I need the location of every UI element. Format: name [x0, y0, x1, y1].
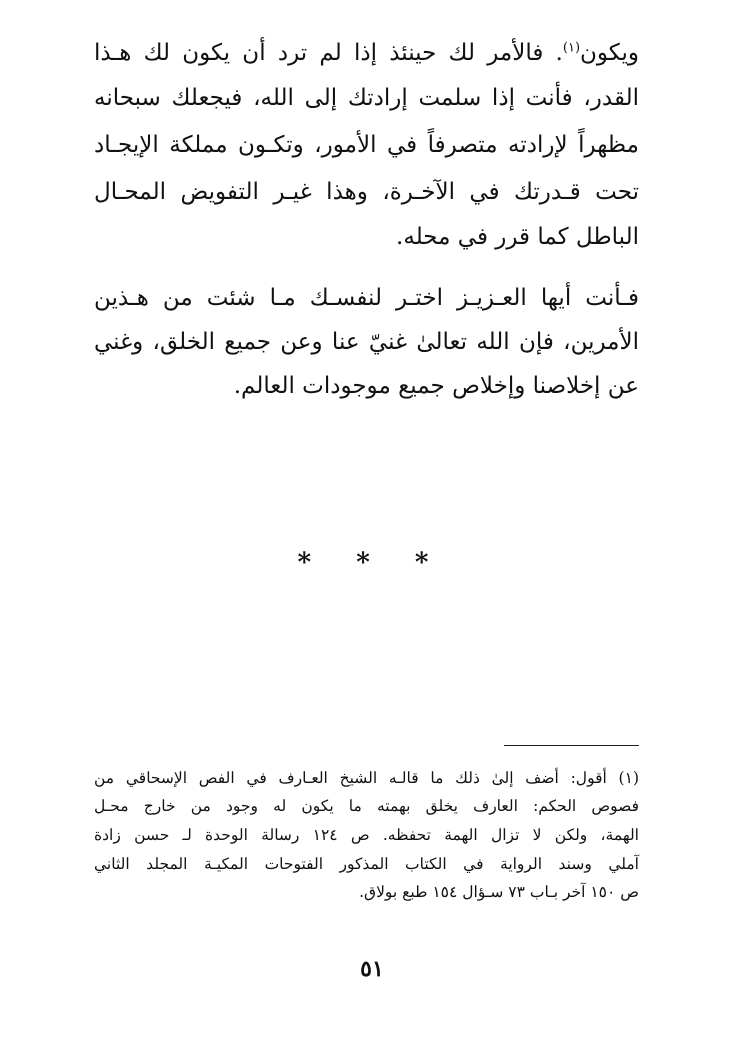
footnote-line-2: فصوص الحكم: العارف يخلق بهمته ما يكون له وجود من خارج محـل — [94, 797, 639, 815]
footnote-line-1: (١) أقول: أضف إلىٰ ذلك ما قالـه الشيخ العـارف في الفص الإسحاقي من — [94, 769, 639, 787]
body-line-1-end: . فالأمر لك حينئذ إذا لم ترد أن يكون لك هـذا — [94, 40, 563, 66]
body-line-1-start: ويكون — [580, 40, 639, 66]
footnote-reference: (١) — [562, 40, 581, 56]
body-line-1 — [94, 38, 639, 68]
footnote-rule — [504, 745, 639, 746]
body-line-8: عن إخلاصنا وإخلاص جميع موجودات العالم. — [233, 373, 639, 399]
body-line-2: القدر، فأنت إذا سلمت إرادتك إلى الله، فيجعلك سبحانه — [94, 85, 639, 111]
footnote-line-4: آملي وسند الرواية في الكتاب المذكور الفتوحات المكيـة المجلد الثاني — [94, 855, 639, 873]
footnote-line-5: ص ١٥٠ آخر بـاب ٧٣ سـؤال ١٥٤ طبع بولاق. — [359, 883, 639, 901]
body-line-5: الباطل كما قرر في محله. — [396, 224, 639, 250]
body-line-4: تحت قـدرتك في الآخـرة، وهذا غيـر التفويض المحـال — [94, 179, 639, 205]
section-separator: * * * — [297, 548, 447, 578]
page-number: ٥١ — [360, 956, 384, 982]
body-line-3: مظهراً لإرادته متصرفاً في الأمور، وتكـون مملكة الإيجـاد — [94, 132, 639, 158]
footnote-line-3: الهمة، ولكن لا تزال الهمة تحفظه. ص ١٢٤ رسالة الوحدة لـ حسن زادة — [94, 826, 639, 844]
body-line-6: فـأنت أيها العـزيـز اختـر لنفسـك مـا شئت من هـذين — [94, 285, 639, 311]
body-line-7: الأمرين، فإن الله تعالىٰ غنيّ عنا وعن جميع الخلق، وغني — [94, 329, 639, 355]
